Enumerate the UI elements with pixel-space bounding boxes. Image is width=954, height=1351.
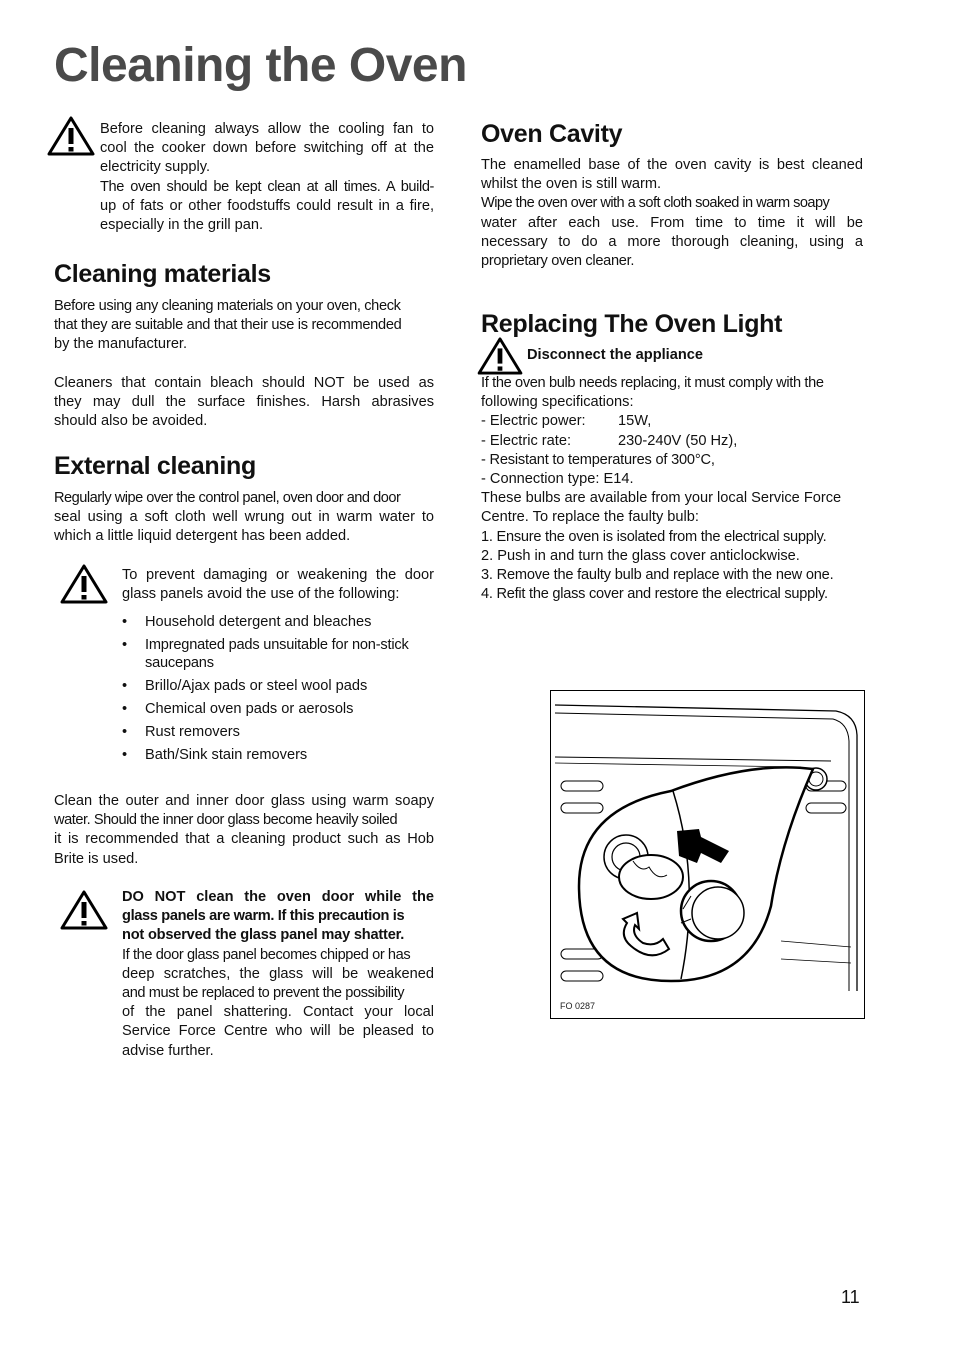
oven-cavity-heading: Oven Cavity — [481, 120, 623, 148]
external-cleaning-heading: External cleaning — [54, 452, 256, 480]
text-line: advise further. — [122, 1042, 214, 1059]
text-line: proprietary oven cleaner. — [481, 253, 635, 270]
list-item — [122, 746, 434, 764]
bullet-icon: • — [122, 637, 128, 653]
text-line: should also be avoided. — [54, 413, 208, 430]
spec-row — [481, 470, 865, 489]
spec-label: - Resistant to temperatures of 300°C, — [481, 451, 715, 468]
list-item — [122, 636, 434, 672]
step-item: 3. Remove the faulty bulb and replace with the new one. — [481, 567, 834, 584]
list-item — [122, 613, 434, 631]
text-line: following specifications: — [481, 394, 634, 411]
text-line: Cleaners that contain bleach should NOT be used as — [54, 375, 434, 391]
text-line: by the manufacturer. — [54, 336, 188, 353]
figure-code: FO 0287 — [560, 1001, 596, 1011]
text-line: These bulbs are available from your local Service Force — [481, 490, 842, 507]
spec-row — [481, 451, 865, 470]
cleaning-materials-para2 — [54, 374, 434, 432]
text-line: Centre. To replace the faulty bulb: — [481, 509, 699, 526]
oven-cavity-text — [481, 156, 863, 271]
text-line: not observed the glass panel may shatter. — [122, 927, 405, 944]
list-item — [122, 700, 434, 718]
bullet-icon: • — [122, 747, 128, 763]
page-title: Cleaning the Oven — [54, 39, 467, 92]
list-item — [122, 723, 434, 741]
warning-icon — [477, 337, 523, 375]
text-line: necessary to do a more thorough cleaning, using a — [481, 233, 863, 250]
door-glass-warning — [122, 566, 434, 604]
spec-row — [481, 412, 865, 431]
text-line: water after each use. From time to time it will be — [481, 214, 863, 231]
text-line: Wipe the oven over with a soft cloth soaked in warm soapy — [481, 195, 830, 212]
list-item-text: Chemical oven pads or aerosols — [145, 701, 354, 717]
step-item: 4. Refit the glass cover and restore the electrical supply. — [481, 586, 828, 603]
text-line: DO NOT clean the oven door while the — [122, 889, 434, 905]
spec-value: 15W, — [618, 413, 652, 430]
text-line: they may dull the surface finishes. Harsh abrasives — [54, 394, 434, 411]
spec-row — [481, 432, 865, 451]
bullet-icon: • — [122, 701, 128, 717]
list-item-text: Impregnated pads unsuitable for non-stick saucepans — [145, 637, 409, 671]
text-line: of the panel shattering. Contact your local — [122, 1004, 434, 1021]
spec-label: - Electric rate: — [481, 432, 572, 449]
text-line: glass panels avoid the use of the following: — [122, 586, 400, 603]
intro-warning-text — [100, 120, 434, 235]
text-line: up of fats or other foodstuffs could result in a fire, — [100, 197, 434, 214]
list-item-text: Bath/Sink stain removers — [145, 747, 308, 763]
cleaning-materials-heading: Cleaning materials — [54, 260, 271, 288]
text-line: water. Should the inner door glass become heavily soiled — [54, 812, 398, 829]
bullet-icon: • — [122, 678, 128, 694]
text-line: whilst the oven is still warm. — [481, 176, 662, 193]
bullet-icon: • — [122, 614, 128, 630]
text-line: which a little liquid detergent has been added. — [54, 528, 351, 545]
text-line: If the door glass panel becomes chipped or has — [122, 946, 411, 963]
oven-light-heading: Replacing The Oven Light — [481, 310, 783, 338]
text-line: especially in the grill pan. — [100, 217, 264, 234]
text-line: deep scratches, the glass will be weakened — [122, 965, 434, 982]
cleaning-materials-para1 — [54, 297, 434, 355]
list-item-text: Rust removers — [145, 724, 240, 740]
text-line: cool the cooker down before switching off at the — [100, 140, 434, 157]
text-line: electricity supply. — [100, 159, 211, 176]
spec-label: - Connection type: E14. — [481, 471, 634, 488]
text-line: Brite is used. — [54, 850, 139, 867]
bullet-icon: • — [122, 724, 128, 740]
step-item: 1. Ensure the oven is isolated from the electrical supply. — [481, 528, 827, 545]
text-line: it is recommended that a cleaning product such as Hob — [54, 831, 434, 848]
warning-icon — [60, 890, 108, 930]
text-line: Before cleaning always allow the cooling fan to — [100, 121, 434, 137]
text-line: Regularly wipe over the control panel, oven door and door — [54, 490, 401, 506]
text-line: If the oven bulb needs replacing, it must comply with the — [481, 375, 824, 391]
text-line: glass panels are warm. If this precaution is — [122, 908, 405, 925]
list-item — [122, 677, 434, 695]
avoid-products-list — [122, 613, 434, 769]
door-glass-cleaning-para — [54, 792, 434, 869]
disconnect-warning: Disconnect the appliance — [527, 347, 703, 363]
list-item-text: Brillo/Ajax pads or steel wool pads — [145, 678, 368, 694]
text-line: that they are suitable and that their use is recommended — [54, 317, 402, 334]
oven-light-illustration — [551, 691, 864, 1018]
text-line: To prevent damaging or weakening the door — [122, 567, 434, 583]
oven-light-diagram — [550, 690, 865, 1019]
text-line: The enamelled base of the oven cavity is best cleaned — [481, 157, 863, 173]
warning-icon — [47, 116, 95, 156]
spec-label: - Electric power: — [481, 413, 586, 430]
spec-value: 230-240V (50 Hz), — [618, 432, 738, 449]
step-item: 2. Push in and turn the glass cover anticlockwise. — [481, 547, 800, 564]
text-line: seal using a soft cloth well wrung out in warm water to — [54, 509, 434, 526]
list-item-text: Household detergent and bleaches — [145, 614, 372, 630]
door-warning — [122, 888, 434, 1061]
text-line: and must be replaced to prevent the possibility — [122, 985, 405, 1002]
warning-icon — [60, 564, 108, 604]
external-cleaning-para — [54, 489, 434, 547]
text-line: The oven should be kept clean at all times. A build- — [100, 178, 434, 195]
page-number: 11 — [841, 1287, 860, 1307]
text-line: Clean the outer and inner door glass using warm soapy — [54, 793, 434, 809]
text-line: Service Force Centre who will be pleased to — [122, 1023, 434, 1040]
oven-light-text — [481, 374, 865, 604]
text-line: Before using any cleaning materials on your oven, check — [54, 298, 401, 314]
